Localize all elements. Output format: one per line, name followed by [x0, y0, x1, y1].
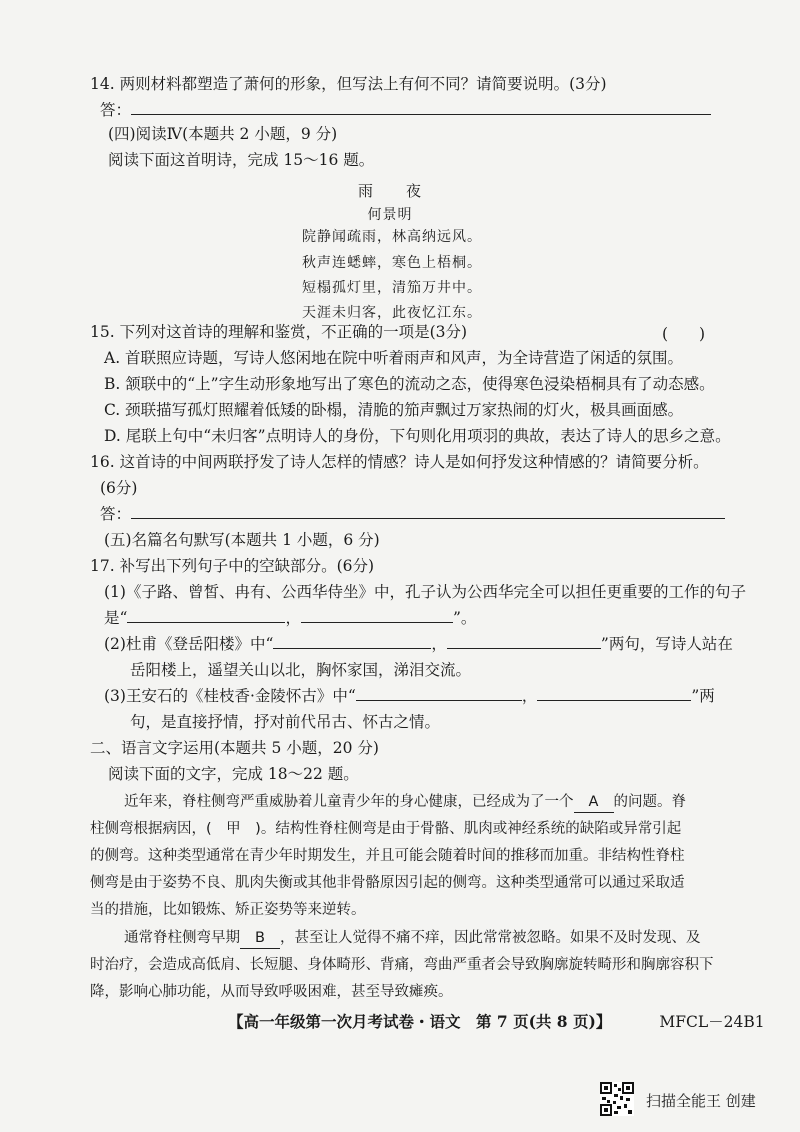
passage-line	[124, 928, 701, 949]
q16-score: (6分)	[100, 479, 138, 497]
passage-line: 柱侧弯根据病因，( 甲 )。结构性脊柱侧弯是由于骨骼、肌肉或神经系统的缺陷或异常引起	[90, 821, 682, 837]
answer-blank	[131, 504, 725, 519]
part-instruction: 阅读下面的文字，完成 18～22 题。	[108, 765, 359, 783]
answer-blank	[131, 100, 711, 115]
q16-text: 16. 这首诗的中间两联抒发了诗人怎样的情感？诗人是如何抒发这种情感的？请简要分析。	[90, 453, 709, 471]
passage-line: 降，影响心肺功能，从而导致呼吸困难，甚至导致瘫痪。	[90, 984, 453, 1000]
page-footer	[228, 1010, 765, 1032]
item-text: (2)杜甫《登岳阳楼》中“	[104, 635, 274, 653]
q17-item2-line1	[104, 634, 733, 654]
item-text: 是“	[104, 609, 128, 627]
q14-answer-line	[100, 100, 711, 120]
option-c: C. 颈联描写孤灯照耀着低矮的卧榻，清脆的笳声飘过万家热闹的灯火，极具画面感。	[104, 401, 684, 419]
passage-text: 的问题。脊	[613, 794, 686, 810]
answer-label: 答：	[100, 101, 132, 119]
q17-item1-line2	[104, 608, 476, 628]
option-d: D. 尾联上句中“未归客”点明诗人的身份，下句则化用项羽的典故，表达了诗人的思乡之意。	[104, 427, 731, 445]
q17-item2-line2: 岳阳楼上，遥望关山以北，胸怀家国，涕泪交流。	[130, 661, 472, 679]
part-heading: 二、语言文字运用(本题共 5 小题，20 分)	[90, 739, 379, 757]
passage-line	[124, 792, 686, 813]
passage-line: 的侧弯。这种类型通常在青少年时期发生，并且可能会随着时间的推移而加重。非结构性脊柱	[90, 848, 685, 864]
section-heading: (四)阅读Ⅳ(本题共 2 小题，9 分)	[108, 125, 338, 143]
option-a: A. 首联照应诗题，写诗人悠闲地在院中听着雨声和风声，为全诗营造了闲适的氛围。	[104, 349, 684, 367]
item-text: (3)王安石的《桂枝香·金陵怀古》中“	[104, 687, 356, 705]
q17-item3-line1	[104, 686, 715, 706]
answer-label: 答：	[100, 505, 132, 523]
poem-line: 天涯未归客，此夜忆江东。	[302, 305, 482, 321]
blank-b: B	[240, 928, 280, 949]
item-text: ，	[521, 687, 538, 705]
passage-line: 当的措施，比如锻炼、矫正姿势等来逆转。	[90, 902, 366, 918]
section-instruction: 阅读下面这首明诗，完成 15～16 题。	[108, 151, 375, 169]
q14-text: 14. 两则材料都塑造了萧何的形象，但写法上有何不同？请简要说明。(3分)	[90, 75, 607, 93]
fill-blank	[537, 686, 691, 701]
q16-answer-line	[100, 504, 725, 524]
option-b: B. 颔联中的“上”字生动形象地写出了寒色的流动之态，使得寒色浸染梧桐具有了动态感。	[104, 375, 715, 393]
footer-text: 【高一年级第一次月考试卷・语文 第 7 页(共 8 页)】	[228, 1012, 612, 1031]
fill-blank	[301, 608, 453, 623]
item-text: ，	[431, 635, 447, 653]
passage-text: 通常脊柱侧弯早期	[124, 930, 240, 946]
q15-text: 15. 下列对这首诗的理解和鉴赏，不正确的一项是(3分)	[90, 323, 468, 341]
poem-line: 短榻孤灯里，清笳万井中。	[302, 280, 482, 296]
q17-item1-line1: (1)《子路、曾皙、冉有、公西华侍坐》中，孔子认为公西华完全可以担任更重要的工作的句子	[104, 583, 746, 601]
poem-title: 雨 夜	[357, 182, 422, 200]
passage-line: 侧弯是由于姿势不良、肌肉失衡或其他非骨骼原因引起的侧弯。这种类型通常可以通过采取适	[90, 875, 685, 891]
answer-parentheses: ( )	[662, 325, 706, 343]
passage-text: 近年来，脊柱侧弯严重威胁着儿童青少年的身心健康，已经成为了一个	[124, 794, 574, 810]
item-text: ”。	[452, 609, 477, 627]
passage-line: 时治疗，会造成高低肩、长短腿、身体畸形、背痛，弯曲严重者会导致胸廓旋转畸形和胸廓容积下	[90, 957, 714, 973]
fill-blank	[273, 634, 431, 649]
item-text: ”两	[691, 687, 715, 705]
section-heading: (五)名篇名句默写(本题共 1 小题，6 分)	[104, 531, 380, 549]
fill-blank	[127, 608, 285, 623]
fill-blank	[447, 634, 601, 649]
poem-line: 院静闻疏雨，林高纳远风。	[302, 229, 482, 245]
poem-author: 何景明	[367, 207, 413, 223]
fill-blank	[356, 686, 522, 701]
q17-item3-line2: 句，是直接抒情，抒对前代吊古、怀古之情。	[130, 713, 441, 731]
qr-code-icon	[600, 1082, 634, 1116]
blank-a: A	[574, 792, 614, 813]
q17-text: 17. 补写出下列句子中的空缺部分。(6分)	[90, 557, 375, 575]
passage-text: ，甚至让人觉得不痛不痒，因此常常被忽略。如果不及时发现、及	[280, 930, 701, 946]
exam-code: MFCL－24B1	[659, 1013, 765, 1031]
item-text: ”两句，写诗人站在	[600, 635, 733, 653]
item-text: ，	[285, 609, 301, 627]
poem-line: 秋声连蟋蟀，寒色上梧桐。	[302, 255, 482, 271]
scanner-watermark: 扫描全能王 创建	[646, 1092, 756, 1110]
